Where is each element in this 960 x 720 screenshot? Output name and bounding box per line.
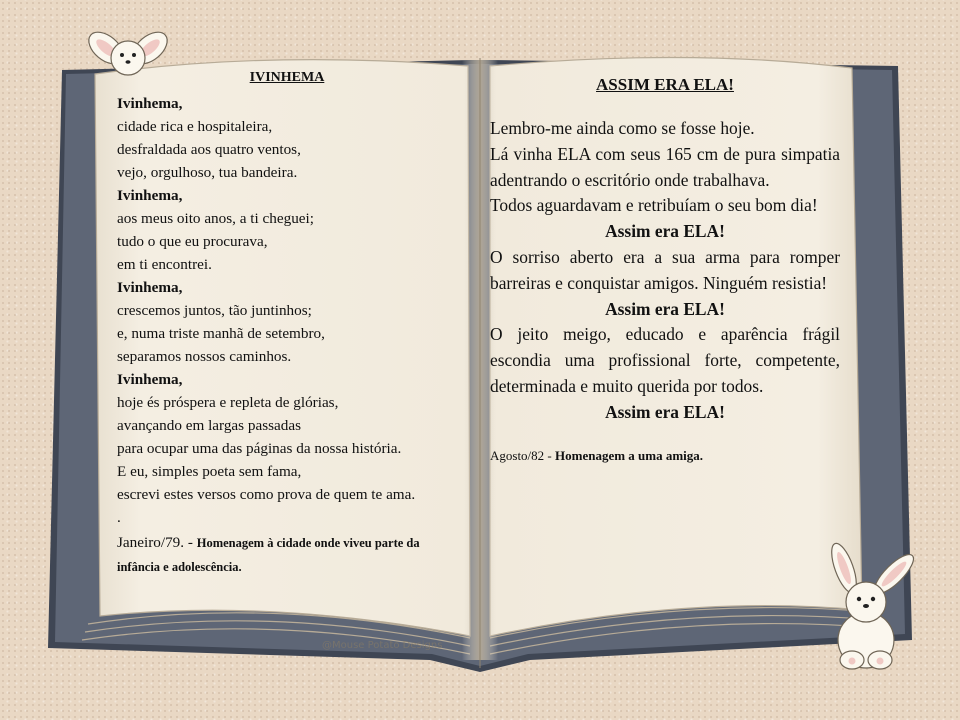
poem-line: tudo o que eu procurava,: [117, 233, 268, 250]
poem-line: .: [117, 509, 121, 526]
poem-refrain-line: Ivinhema,: [117, 279, 183, 296]
poem-refrain-line: Ivinhema,: [117, 371, 183, 388]
paragraph: Lá vinha ELA com seus 165 cm de pura simpatia adentrando o escritório onde trabalhava.: [490, 143, 840, 190]
refrain-line: Assim era ELA!: [605, 221, 725, 242]
text-footer: [490, 448, 840, 464]
right-page-content: [490, 74, 840, 464]
poem-line: para ocupar uma das páginas da nossa história.: [117, 440, 402, 457]
poem-dedication: Homenagem à cidade onde viveu parte da infância e adolescência.: [117, 536, 420, 574]
paragraph: Lembro-me ainda como se fosse hoje.: [490, 118, 755, 138]
poem-footer: [117, 531, 457, 579]
poem-line: desfraldada aos quatro ventos,: [117, 141, 301, 158]
refrain-line: Assim era ELA!: [605, 298, 725, 319]
paragraph: O sorriso aberto era a sua arma para romper barreiras e conquistar amigos. Ninguém resistia!: [490, 246, 840, 293]
paragraph: Todos aguardavam e retribuíam o seu bom dia!: [490, 195, 818, 216]
poem-line: aos meus oito anos, a ti cheguei;: [117, 210, 314, 227]
poem-line: vejo, orgulhoso, tua bandeira.: [117, 164, 298, 181]
poem-line: hoje és próspera e repleta de glórias,: [117, 394, 339, 411]
text-title: ASSIM ERA ELA!: [596, 75, 734, 94]
poem-body: [117, 92, 457, 529]
poem-refrain-line: Ivinhema,: [117, 95, 183, 112]
poem-line: separamos nossos caminhos.: [117, 348, 292, 365]
refrain-line: Assim era ELA!: [605, 401, 725, 422]
poem-refrain-line: Ivinhema,: [117, 187, 183, 204]
poem-line: em ti encontrei.: [117, 256, 212, 273]
watermark-text: @Mouse Potato Designs: [322, 640, 443, 651]
poem-date: Janeiro/79. -: [117, 534, 197, 551]
poem-line: E eu, simples poeta sem fama,: [117, 463, 302, 480]
poem-line: escrevi estes versos como prova de quem te ama.: [117, 486, 416, 503]
left-page-content: [117, 70, 457, 579]
poem-title: IVINHEMA: [249, 70, 325, 85]
poem-line: avançando em largas passadas: [117, 417, 302, 434]
poem-line: crescemos juntos, tão juntinhos;: [117, 302, 312, 319]
poem-line: e, numa triste manhã de setembro,: [117, 325, 325, 342]
text-date: Agosto/82 -: [490, 447, 555, 463]
poem-line: cidade rica e hospitaleira,: [117, 118, 273, 135]
paragraph: O jeito meigo, educado e aparência frágil escondia uma profissional forte, competente, determinada e muito querida por todos.: [490, 324, 840, 396]
text-body: [490, 116, 840, 426]
text-dedication: Homenagem a uma amiga.: [555, 447, 704, 463]
